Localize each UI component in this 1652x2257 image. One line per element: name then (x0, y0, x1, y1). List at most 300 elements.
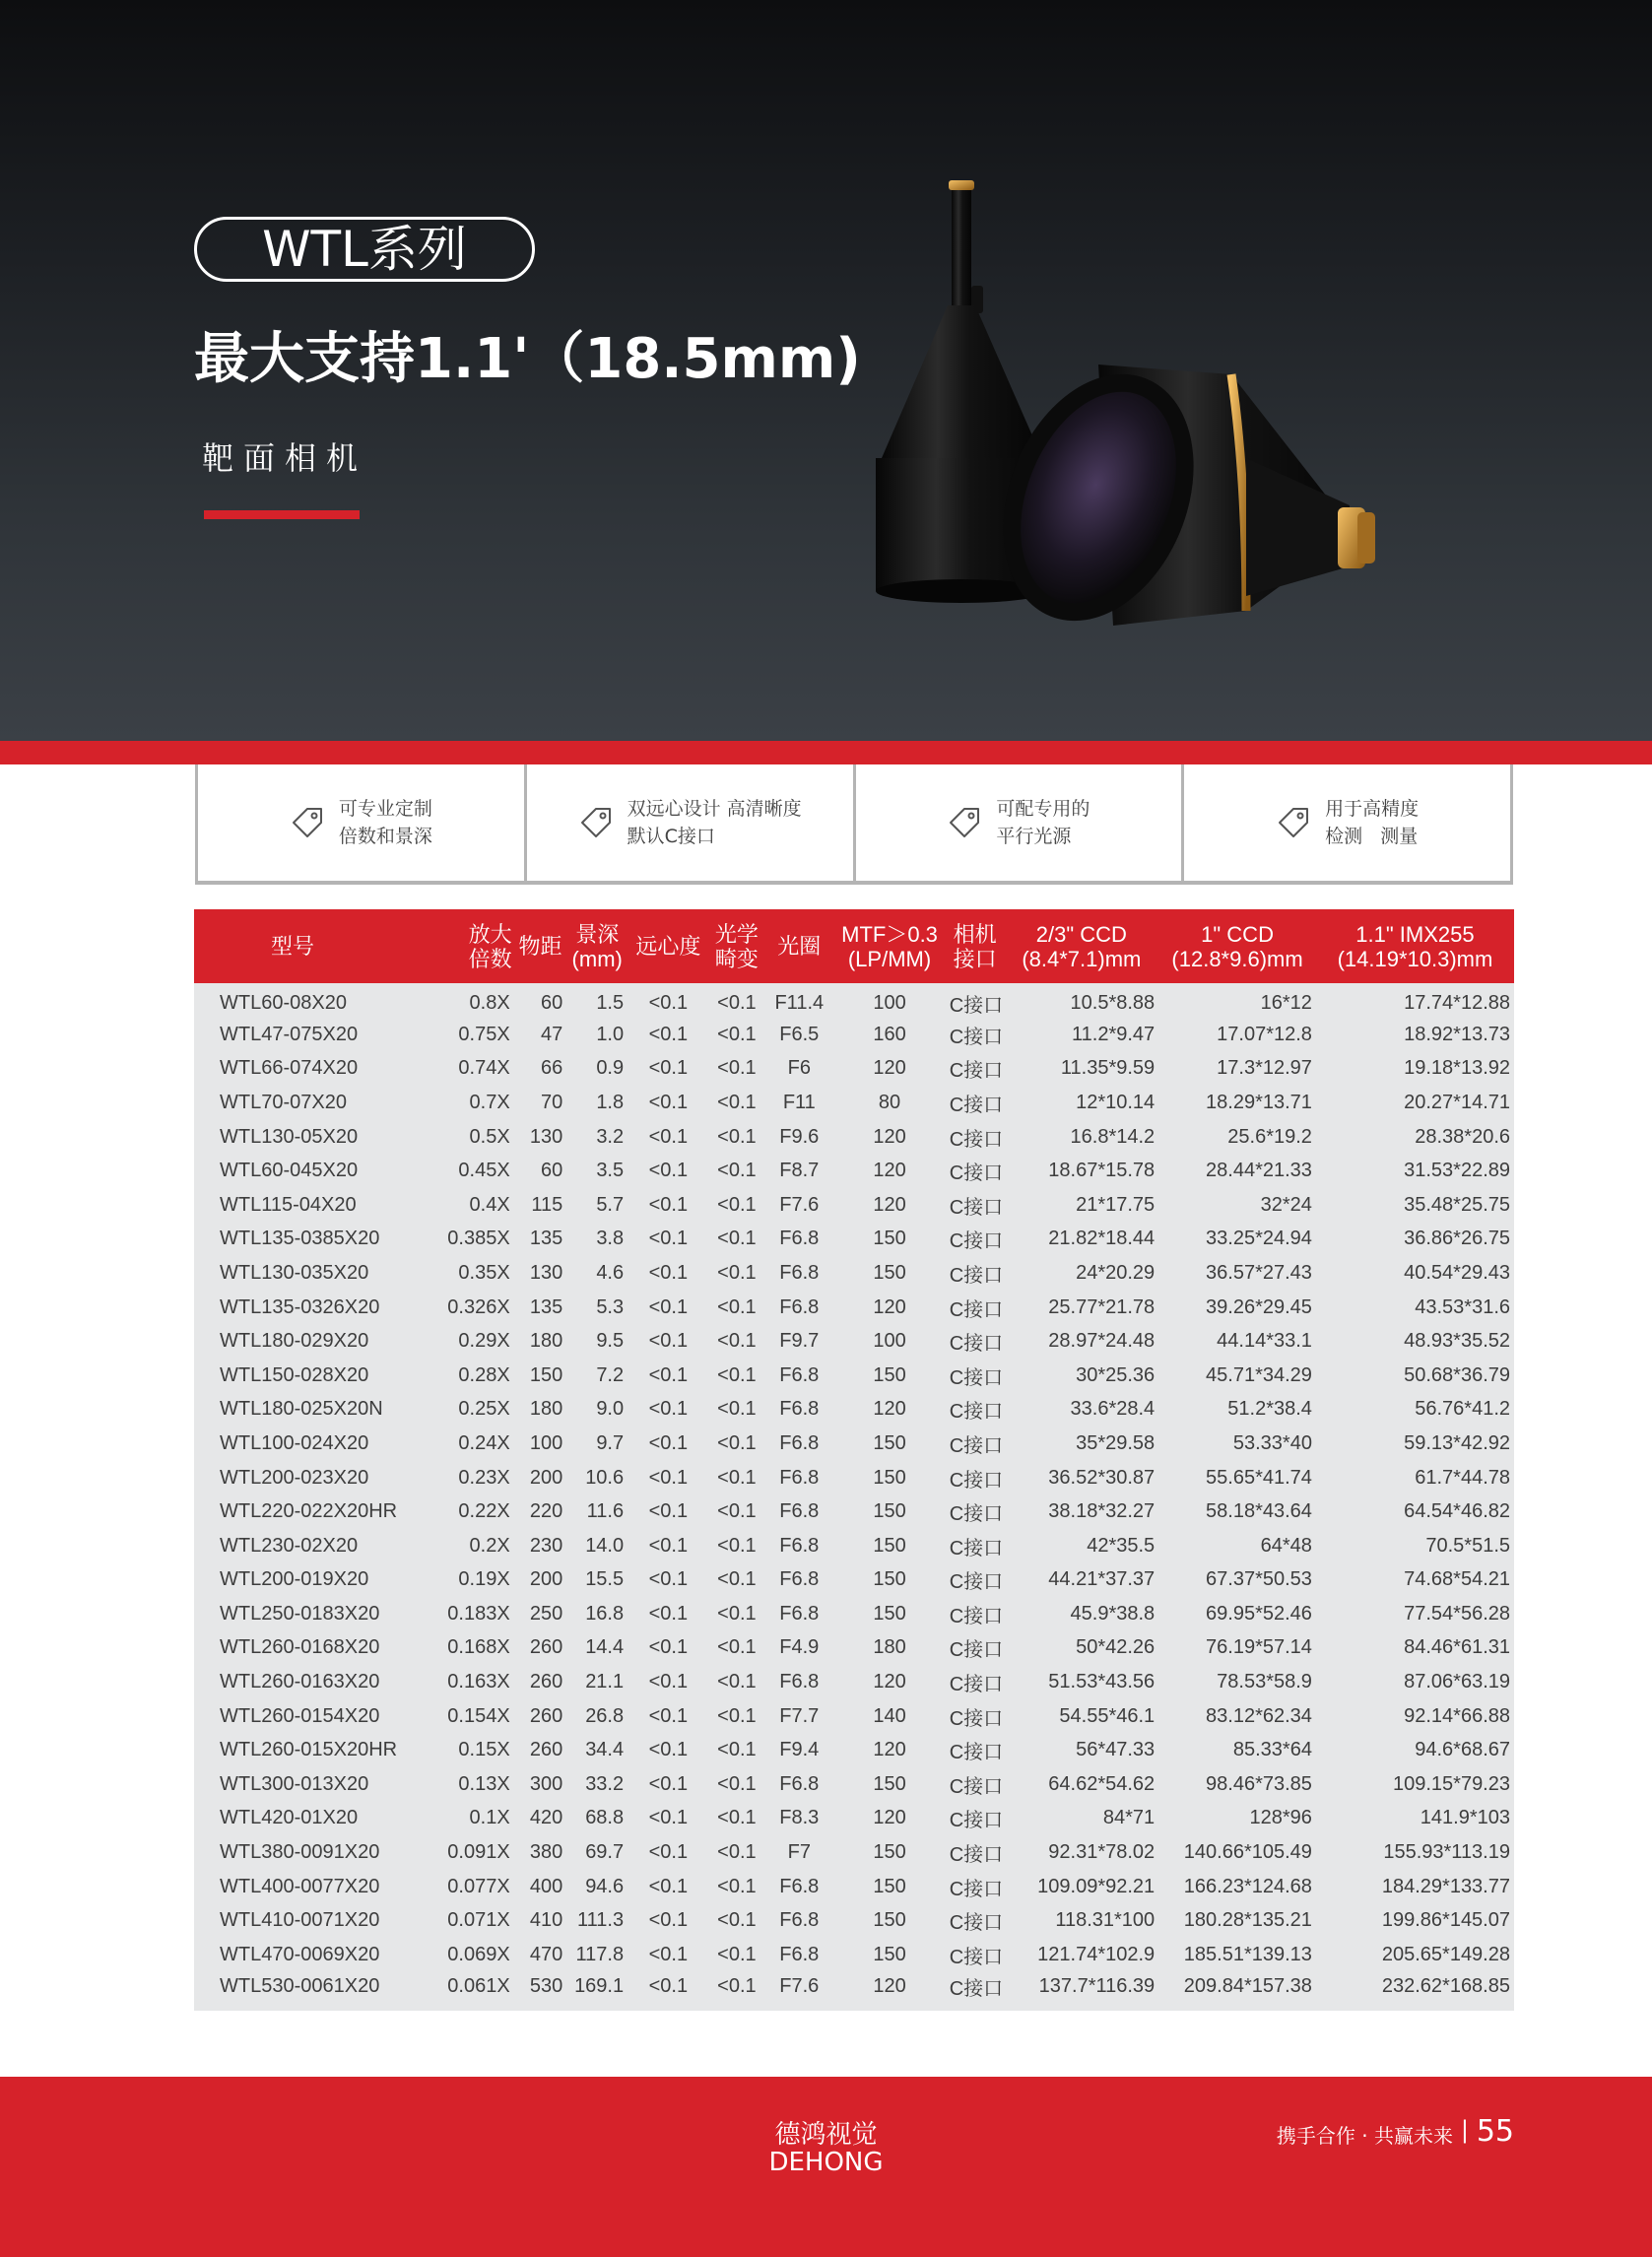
table-cell: 380 (529, 1841, 563, 1864)
model-cell: WTL66-074X20 (220, 1057, 359, 1080)
table-cell: C接口 (949, 1639, 1004, 1662)
table-cell: F9.7 (779, 1330, 820, 1353)
table-cell: 140 (873, 1704, 906, 1727)
table-cell: C接口 (949, 1810, 1004, 1832)
table-cell: 135 (529, 1228, 563, 1250)
table-cell: 150 (873, 1568, 906, 1591)
table-cell: 56*47.33 (1076, 1739, 1156, 1761)
table-cell: 48.93*35.52 (1404, 1330, 1510, 1353)
table-cell: <0.1 (648, 1228, 689, 1250)
table-cell: 0.061X (447, 1974, 510, 1997)
table-cell: 4.6 (596, 1261, 625, 1284)
model-cell: WTL260-0154X20 (220, 1704, 380, 1727)
table-cell: 55.65*41.74 (1206, 1466, 1312, 1489)
table-cell: 14.0 (585, 1534, 625, 1557)
table-cell: 300 (529, 1772, 563, 1795)
table-cell: 50*42.26 (1076, 1636, 1156, 1659)
table-cell: 25.6*19.2 (1227, 1125, 1312, 1148)
table-cell: 137.7*116.39 (1038, 1974, 1156, 1997)
slogan: 携手合作 · 共赢未来 (1276, 2124, 1453, 2148)
table-cell: <0.1 (648, 1875, 689, 1897)
table-cell: <0.1 (717, 1704, 757, 1727)
table-cell: F6.8 (779, 1875, 820, 1897)
table-cell: 128*96 (1249, 1807, 1312, 1829)
table-cell: 200 (529, 1568, 563, 1591)
table-cell: <0.1 (717, 1398, 757, 1421)
table-cell: 61.7*44.78 (1415, 1466, 1510, 1489)
table-cell: C接口 (949, 1060, 1004, 1083)
table-cell: <0.1 (717, 1431, 757, 1454)
table-cell: F7 (787, 1841, 811, 1864)
table-cell: 260 (529, 1671, 563, 1693)
brand-name-en: DEHONG (768, 2148, 884, 2177)
table-cell: 150 (873, 1228, 906, 1250)
table-cell: 0.091X (447, 1841, 510, 1864)
column-header: 光圈 (764, 909, 833, 983)
table-cell: 45.71*34.29 (1206, 1363, 1312, 1386)
table-cell: F6 (787, 1057, 811, 1080)
table-cell: 150 (873, 1466, 906, 1489)
feature-item (195, 764, 524, 881)
table-cell: 0.326X (447, 1295, 510, 1318)
table-cell: 209.84*157.38 (1183, 1974, 1312, 1997)
hero-title: 最大支持1.1'（18.5mm) (194, 327, 861, 391)
column-header: 光学 畸变 (709, 909, 765, 983)
table-cell: 24*20.29 (1076, 1261, 1156, 1284)
table-cell: 36.57*27.43 (1206, 1261, 1312, 1284)
table-cell: 0.22X (458, 1500, 510, 1523)
table-cell: <0.1 (717, 1057, 757, 1080)
model-cell: WTL100-024X20 (220, 1431, 369, 1454)
model-cell: WTL70-07X20 (220, 1091, 347, 1113)
table-cell: 51.53*43.56 (1048, 1671, 1156, 1693)
table-cell: 5.7 (596, 1193, 625, 1216)
table-cell: F6.8 (779, 1943, 820, 1965)
table-cell: 67.37*50.53 (1206, 1568, 1312, 1591)
model-cell: WTL260-0163X20 (220, 1671, 380, 1693)
table-cell: 0.071X (447, 1909, 510, 1932)
table-cell: 260 (529, 1739, 563, 1761)
model-cell: WTL200-019X20 (220, 1568, 369, 1591)
table-cell: 150 (873, 1500, 906, 1523)
table-row (194, 1427, 1514, 1461)
table-row (194, 1223, 1514, 1257)
table-cell: 150 (873, 1841, 906, 1864)
table-cell: 0.74X (458, 1057, 510, 1080)
table-cell: 9.0 (596, 1398, 625, 1421)
table-cell: 17.3*12.97 (1217, 1057, 1312, 1080)
table-cell: 0.8X (469, 992, 510, 1014)
table-row (194, 1256, 1514, 1291)
table-cell: 83.12*62.34 (1206, 1704, 1312, 1727)
table-cell: C接口 (949, 1742, 1004, 1764)
table-row (194, 1665, 1514, 1699)
table-cell: 0.13X (458, 1772, 510, 1795)
table-cell: 150 (873, 1534, 906, 1557)
table-cell: F6.8 (779, 1466, 820, 1489)
table-cell: 35*29.58 (1076, 1431, 1156, 1454)
table-cell: 180 (873, 1636, 906, 1659)
table-cell: 135 (529, 1295, 563, 1318)
accent-bar (204, 510, 360, 519)
table-cell: 0.28X (458, 1363, 510, 1386)
table-row (194, 1597, 1514, 1631)
table-cell: C接口 (949, 1128, 1004, 1151)
table-cell: <0.1 (717, 1772, 757, 1795)
table-row (194, 1120, 1514, 1155)
table-cell: 184.29*133.77 (1381, 1875, 1510, 1897)
table-cell: 100 (873, 1330, 906, 1353)
table-cell: 120 (873, 1739, 906, 1761)
table-cell: F6.8 (779, 1363, 820, 1386)
table-cell: 0.23X (458, 1466, 510, 1489)
table-cell: C接口 (949, 1162, 1004, 1185)
table-row (194, 1291, 1514, 1325)
table-cell: <0.1 (648, 1023, 689, 1045)
table-cell: 120 (873, 1193, 906, 1216)
table-cell: <0.1 (717, 1500, 757, 1523)
model-cell: WTL180-029X20 (220, 1330, 369, 1353)
table-cell: 166.23*124.68 (1183, 1875, 1312, 1897)
table-cell: C接口 (949, 1537, 1004, 1560)
table-cell: C接口 (949, 1605, 1004, 1627)
table-cell: 25.77*21.78 (1048, 1295, 1156, 1318)
table-cell: 410 (529, 1909, 563, 1932)
table-cell: 1.5 (596, 992, 625, 1014)
table-cell: 150 (873, 1261, 906, 1284)
column-header: 远心度 (628, 909, 708, 983)
table-cell: 120 (873, 1671, 906, 1693)
column-header: 1.1" IMX255 (14.19*10.3)mm (1316, 909, 1514, 983)
table-cell: <0.1 (648, 1636, 689, 1659)
table-cell: 100 (873, 992, 906, 1014)
table-cell: 11.2*9.47 (1072, 1023, 1156, 1045)
table-cell: 115 (531, 1193, 563, 1216)
table-cell: 0.385X (447, 1228, 510, 1250)
table-cell: 3.8 (596, 1228, 625, 1250)
tag-icon (578, 805, 614, 840)
footer-separator: | (1460, 2116, 1469, 2144)
brand-name-cn: 德鸿视觉 (774, 2120, 878, 2150)
table-row (194, 1802, 1514, 1836)
table-cell: <0.1 (717, 1909, 757, 1932)
model-cell: WTL410-0071X20 (220, 1909, 380, 1932)
table-cell: 1.8 (596, 1091, 625, 1113)
table-cell: 232.62*168.85 (1381, 1974, 1510, 1997)
table-cell: 20.27*14.71 (1404, 1091, 1510, 1113)
table-cell: C接口 (949, 1707, 1004, 1730)
model-cell: WTL130-05X20 (220, 1125, 359, 1148)
table-cell: 120 (873, 1160, 906, 1182)
model-cell: WTL250-0183X20 (220, 1602, 380, 1625)
table-cell: <0.1 (648, 992, 689, 1014)
table-cell: 0.35X (458, 1261, 510, 1284)
table-cell: <0.1 (648, 1057, 689, 1080)
table-cell: 120 (873, 1974, 906, 1997)
table-row (194, 1870, 1514, 1904)
table-cell: F6.8 (779, 1772, 820, 1795)
table-cell: F6.8 (779, 1671, 820, 1693)
table-cell: F7.7 (779, 1704, 820, 1727)
table-cell: 77.54*56.28 (1404, 1602, 1510, 1625)
table-cell: 33.6*28.4 (1070, 1398, 1156, 1421)
table-cell: 0.154X (447, 1704, 510, 1727)
table-cell: <0.1 (717, 1193, 757, 1216)
table-cell: 0.077X (447, 1875, 510, 1897)
table-cell: 98.46*73.85 (1206, 1772, 1312, 1795)
table-cell: 121.74*102.9 (1037, 1943, 1156, 1965)
table-row (194, 1699, 1514, 1734)
table-cell: C接口 (949, 1844, 1004, 1867)
table-cell: 180 (529, 1398, 563, 1421)
table-cell: 5.3 (596, 1295, 625, 1318)
table-row (194, 1188, 1514, 1223)
table-cell: C接口 (949, 1026, 1004, 1048)
table-cell: <0.1 (717, 1671, 757, 1693)
table-cell: F11.4 (774, 992, 825, 1014)
table-cell: C接口 (949, 1230, 1004, 1253)
table-cell: 33.2 (585, 1772, 625, 1795)
table-cell: 69.95*52.46 (1206, 1602, 1312, 1625)
hero-subtitle: 靶面相机 (202, 439, 368, 477)
table-cell: F6.8 (779, 1602, 820, 1625)
table-row (194, 1018, 1514, 1052)
table-cell: <0.1 (648, 1704, 689, 1727)
table-cell: 180.28*135.21 (1183, 1909, 1312, 1932)
model-cell: WTL115-04X20 (220, 1193, 357, 1216)
column-header: MTF＞0.3 (LP/MM) (833, 909, 945, 983)
table-cell: 80 (878, 1091, 901, 1113)
table-cell: 76.19*57.14 (1206, 1636, 1312, 1659)
table-cell: 150 (873, 1875, 906, 1897)
table-cell: <0.1 (648, 1772, 689, 1795)
table-cell: 59.13*42.92 (1404, 1431, 1510, 1454)
table-cell: <0.1 (717, 1875, 757, 1897)
table-cell: F6.8 (779, 1534, 820, 1557)
table-cell: 111.3 (577, 1909, 625, 1932)
table-cell: 18.67*15.78 (1048, 1160, 1156, 1182)
table-cell: 120 (873, 1295, 906, 1318)
table-row (194, 1972, 1514, 2011)
column-header: 型号 (194, 909, 423, 983)
table-cell: F6.8 (779, 1295, 820, 1318)
table-cell: <0.1 (717, 1228, 757, 1250)
table-cell: 140.66*105.49 (1183, 1841, 1312, 1864)
table-cell: 68.8 (585, 1807, 625, 1829)
table-cell: <0.1 (717, 1974, 757, 1997)
table-cell: 28.38*20.6 (1415, 1125, 1510, 1148)
table-cell: 58.18*43.64 (1206, 1500, 1312, 1523)
table-cell: 21.82*18.44 (1048, 1228, 1156, 1250)
table-cell: C接口 (949, 1946, 1004, 1968)
table-cell: 28.44*21.33 (1206, 1160, 1312, 1182)
table-cell: 150 (529, 1363, 563, 1386)
table-cell: 10.5*8.88 (1070, 992, 1156, 1014)
table-cell: 26.8 (585, 1704, 625, 1727)
table-cell: 64*48 (1260, 1534, 1312, 1557)
table-cell: C接口 (949, 995, 1004, 1017)
table-body (194, 983, 1514, 2011)
table-cell: 220 (529, 1500, 563, 1523)
table-cell: C接口 (949, 1196, 1004, 1219)
table-cell: 0.168X (447, 1636, 510, 1659)
table-cell: F6.8 (779, 1568, 820, 1591)
hero-banner (0, 0, 1652, 741)
table-cell: 3.2 (596, 1125, 625, 1148)
model-cell: WTL260-015X20HR (220, 1739, 398, 1761)
table-row (194, 1086, 1514, 1120)
table-cell: 0.069X (447, 1943, 510, 1965)
table-cell: 32*24 (1260, 1193, 1312, 1216)
table-cell: 92.14*66.88 (1404, 1704, 1510, 1727)
table-cell: <0.1 (648, 1909, 689, 1932)
table-cell: 21.1 (585, 1671, 625, 1693)
table-cell: <0.1 (648, 1193, 689, 1216)
table-cell: <0.1 (717, 1091, 757, 1113)
table-cell: 64.62*54.62 (1048, 1772, 1156, 1795)
table-cell: 28.97*24.48 (1048, 1330, 1156, 1353)
table-cell: <0.1 (717, 1841, 757, 1864)
table-cell: 120 (873, 1398, 906, 1421)
table-cell: <0.1 (717, 1023, 757, 1045)
table-cell: 11.6 (586, 1500, 625, 1523)
table-cell: F6.8 (779, 1398, 820, 1421)
table-cell: C接口 (949, 1264, 1004, 1287)
table-cell: 47 (541, 1023, 563, 1045)
table-cell: F8.3 (779, 1807, 820, 1829)
table-cell: F8.7 (779, 1160, 820, 1182)
table-row (194, 1494, 1514, 1529)
table-cell: 141.9*103 (1420, 1807, 1510, 1829)
table-cell: 10.6 (585, 1466, 625, 1489)
table-cell: 400 (529, 1875, 563, 1897)
table-header-row (194, 909, 1514, 983)
table-cell: <0.1 (648, 1602, 689, 1625)
table-cell: <0.1 (717, 1943, 757, 1965)
model-cell: WTL135-0326X20 (220, 1295, 380, 1318)
page-number: 55 (1476, 2114, 1514, 2149)
table-cell: <0.1 (717, 1466, 757, 1489)
table-cell: 180 (529, 1330, 563, 1353)
table-cell: 12*10.14 (1076, 1091, 1156, 1113)
table-cell: 11.35*9.59 (1060, 1057, 1156, 1080)
column-header: 物距 (514, 909, 567, 983)
table-cell: F11 (782, 1091, 816, 1113)
table-cell: 84.46*61.31 (1404, 1636, 1510, 1659)
table-cell: 94.6*68.67 (1415, 1739, 1510, 1761)
feature-text: 双远心设计 高清晰度 默认C接口 (627, 798, 802, 847)
table-cell: 7.2 (596, 1363, 625, 1386)
table-cell: 205.65*149.28 (1381, 1943, 1510, 1965)
table-cell: 199.86*145.07 (1381, 1909, 1510, 1932)
table-cell: <0.1 (717, 1125, 757, 1148)
table-cell: <0.1 (648, 1398, 689, 1421)
feature-item (524, 764, 853, 881)
table-cell: 130 (529, 1261, 563, 1284)
tag-icon (947, 805, 982, 840)
table-cell: <0.1 (648, 1125, 689, 1148)
table-cell: C接口 (949, 1333, 1004, 1356)
table-row (194, 1052, 1514, 1087)
model-cell: WTL150-028X20 (220, 1363, 369, 1386)
table-cell: F6.5 (779, 1023, 820, 1045)
table-cell: 0.45X (458, 1160, 510, 1182)
table-cell: 16*12 (1260, 992, 1312, 1014)
table-cell: F6.8 (779, 1500, 820, 1523)
series-badge: WTL系列 (194, 217, 535, 282)
table-cell: 54.55*46.1 (1059, 1704, 1156, 1727)
table-cell: <0.1 (648, 1974, 689, 1997)
table-cell: 30*25.36 (1076, 1363, 1156, 1386)
table-row (194, 1461, 1514, 1495)
table-cell: 9.7 (596, 1431, 625, 1454)
table-cell: 19.18*13.92 (1404, 1057, 1510, 1080)
table-cell: <0.1 (648, 1466, 689, 1489)
spec-table (194, 909, 1514, 2011)
table-cell: <0.1 (717, 1534, 757, 1557)
table-cell: 120 (873, 1807, 906, 1829)
table-cell: 150 (873, 1431, 906, 1454)
table-cell: <0.1 (648, 1261, 689, 1284)
table-row (194, 1529, 1514, 1563)
table-cell: <0.1 (717, 1568, 757, 1591)
column-header: 放大 倍数 (423, 909, 514, 983)
model-cell: WTL380-0091X20 (220, 1841, 380, 1864)
table-cell: <0.1 (648, 1363, 689, 1386)
model-cell: WTL230-02X20 (220, 1534, 359, 1557)
model-cell: WTL47-075X20 (220, 1023, 359, 1045)
table-cell: 84*71 (1102, 1807, 1156, 1829)
table-cell: 470 (529, 1943, 563, 1965)
table-cell: 160 (873, 1023, 906, 1045)
table-cell: C接口 (949, 1571, 1004, 1594)
telecentric-lens-image (857, 163, 1487, 675)
table-cell: 0.29X (458, 1330, 510, 1353)
table-cell: F6.8 (779, 1228, 820, 1250)
table-cell: <0.1 (648, 1160, 689, 1182)
table-cell: <0.1 (648, 1807, 689, 1829)
table-cell: 0.1X (469, 1807, 510, 1829)
table-cell: C接口 (949, 1912, 1004, 1935)
table-row (194, 1154, 1514, 1188)
table-cell: 34.4 (585, 1739, 625, 1761)
table-cell: 0.4X (469, 1193, 510, 1216)
model-cell: WTL400-0077X20 (220, 1875, 380, 1897)
table-cell: <0.1 (648, 1841, 689, 1864)
table-row (194, 983, 1514, 1018)
table-cell: 64.54*46.82 (1404, 1500, 1510, 1523)
table-cell: F6.8 (779, 1261, 820, 1284)
model-cell: WTL260-0168X20 (220, 1636, 380, 1659)
table-cell: <0.1 (717, 1295, 757, 1318)
feature-text: 可配专用的 平行光源 (996, 798, 1090, 847)
table-cell: 155.93*113.19 (1383, 1841, 1510, 1864)
table-cell: 21*17.75 (1076, 1193, 1156, 1216)
table-cell: 78.53*58.9 (1217, 1671, 1312, 1693)
table-cell: 185.51*139.13 (1183, 1943, 1312, 1965)
feature-text: 用于高精度 检测 测量 (1325, 798, 1420, 847)
model-cell: WTL180-025X20N (220, 1398, 383, 1421)
table-cell: 150 (873, 1772, 906, 1795)
table-cell: 1.0 (596, 1023, 625, 1045)
table-cell: 60 (541, 992, 563, 1014)
table-cell: 420 (529, 1807, 563, 1829)
table-cell: 16.8*14.2 (1070, 1125, 1156, 1148)
table-cell: 42*35.5 (1087, 1534, 1156, 1557)
table-cell: 94.6 (585, 1875, 625, 1897)
table-cell: 39.26*29.45 (1206, 1295, 1312, 1318)
table-cell: 0.9 (596, 1057, 625, 1080)
